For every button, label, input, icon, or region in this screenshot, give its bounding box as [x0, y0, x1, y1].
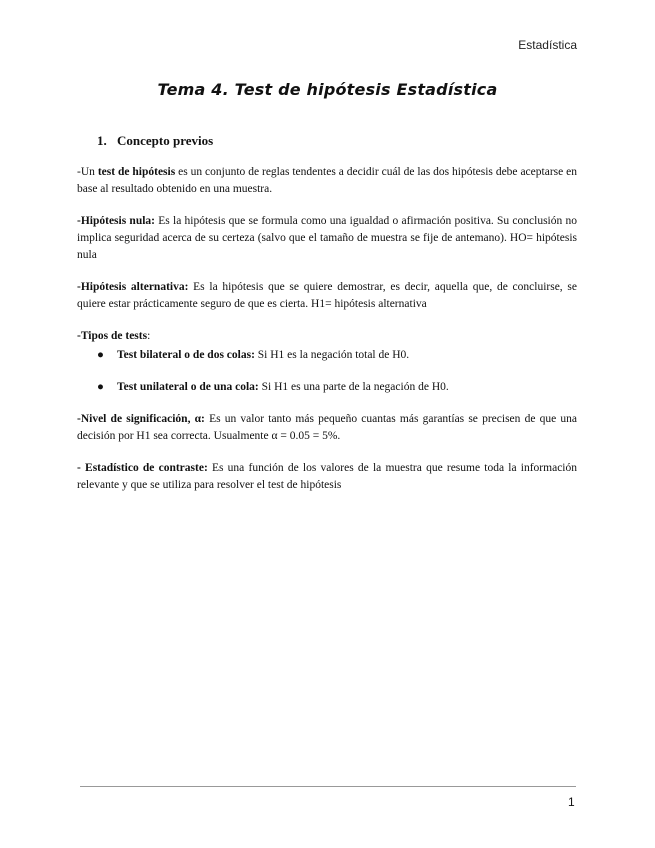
paragraph-text: Es la hipótesis que se quiere demostrar, es decir, aquella que, de concluirse, se quiere estar prácticamente seguro de que es cierta. H1= hipótesis alternativa [77, 281, 577, 310]
paragraph-test-definition [77, 164, 577, 198]
term-test-unilateral: Test unilateral o de una cola: [117, 381, 259, 393]
paragraph-text: Es la hipótesis que se formula como una igualdad o afirmación positiva. Su conclusión no implica seguridad acerca de su certeza (salvo que el tamaño de muestra se fije de antemano). HO= hipótesis nula [77, 215, 577, 261]
document-body [77, 164, 577, 509]
footer-divider [80, 786, 576, 787]
page-number: 1 [568, 795, 575, 809]
section-number: 1. [97, 133, 107, 148]
bullet-icon: ● [97, 381, 104, 393]
paragraph-text: Es una función de los valores de la muestra que resume toda la información relevante y que se utiliza para resolver el test de hipótesis [77, 462, 577, 491]
list-item-text: Si H1 es una parte de la negación de H0. [258, 381, 449, 393]
term-test-bilateral: Test bilateral o de dos colas: [117, 349, 255, 361]
document-title: Tema 4. Test de hipótesis Estadística [157, 80, 498, 99]
list-item [77, 379, 577, 396]
paragraph-text: : [147, 330, 151, 342]
list-item [77, 347, 577, 364]
paragraph-null-hypothesis [77, 213, 577, 264]
paragraph-significance-level [77, 411, 577, 445]
term-hipotesis-alternativa: -Hipótesis alternativa: [77, 281, 189, 293]
test-types-list [77, 347, 577, 396]
paragraph-text: es un conjunto de reglas tendentes a decidir cuál de las dos hipótesis debe aceptarse en base al resultado obtenido en una muestra. [77, 166, 577, 195]
section-heading [97, 133, 213, 149]
paragraph-alternative-hypothesis [77, 279, 577, 313]
term-hipotesis-nula: -Hipótesis nula: [77, 215, 156, 227]
term-test-de-hipotesis: test de hipótesis [97, 166, 176, 178]
term-estadistico-de-contraste: - Estadístico de contraste: [77, 462, 208, 474]
paragraph-test-types [77, 328, 577, 345]
term-tipos-de-tests: -Tipos de tests [77, 330, 148, 342]
paragraph-text: Es un valor tanto más pequeño cuantas más garantías se precisen de que una decisión por H1 sea correcta. Usualmente α = 0.05 = 5%. [77, 413, 578, 442]
list-item-text: Si H1 es la negación total de H0. [254, 349, 410, 361]
paragraph-test-statistic [77, 460, 577, 494]
term-nivel-de-significacion: -Nivel de significación, α: [77, 413, 205, 425]
running-header: Estadística [518, 38, 577, 52]
section-heading-text: Concepto previos [117, 133, 214, 148]
paragraph-prefix: -Un [77, 166, 98, 178]
bullet-icon: ● [97, 349, 104, 361]
